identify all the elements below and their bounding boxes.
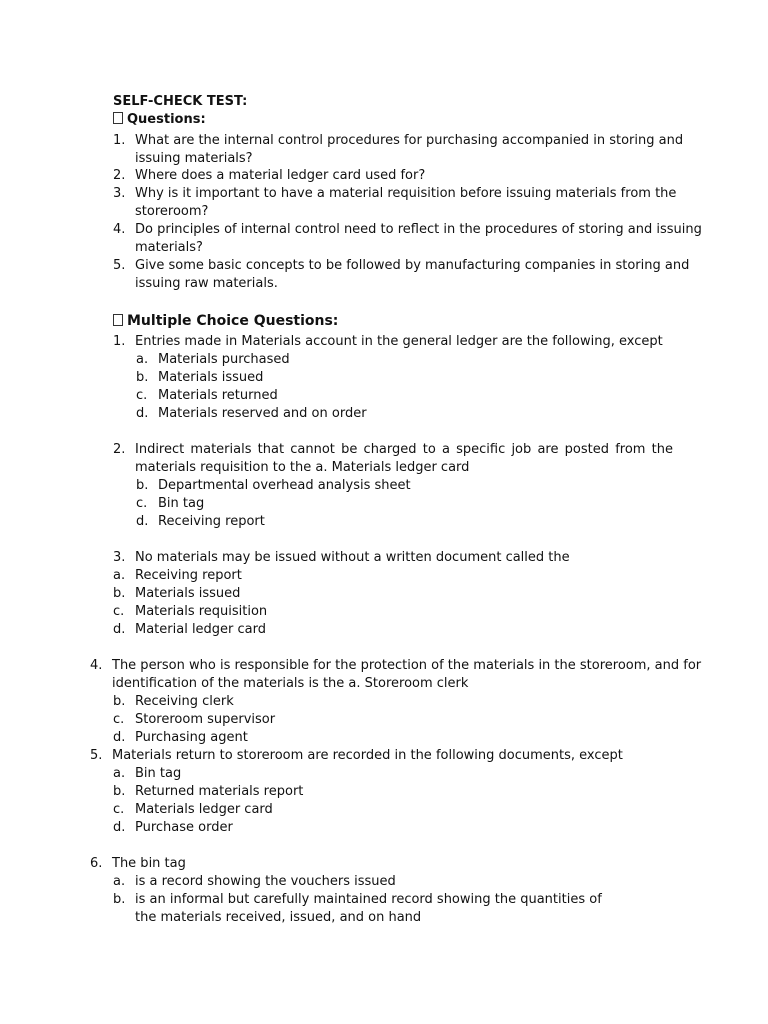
- mc-question-2: 2. Indirect materials that cannot be charged to a specific job are posted from the materials requisition to the a. Materials ledger card: [113, 442, 673, 475]
- question-item-1: 1. What are the internal control procedures for purchasing accompanied in storing and issuing materials?: [113, 133, 684, 166]
- question-item-3: 3. Why is it important to have a material requisition before issuing materials from the storeroom?: [113, 186, 677, 219]
- mc-question-3: 3. No materials may be issued without a written document called the: [113, 550, 570, 565]
- mc-question-6: 6. The bin tag: [90, 856, 186, 871]
- question-item-5: 5. Give some basic concepts to be followed by manufacturing companies in storing and issuing raw materials.: [113, 258, 690, 291]
- mc-heading: Multiple Choice Questions:: [113, 313, 338, 329]
- questions-heading: Questions:: [113, 112, 206, 127]
- mc-question-4: 4. The person who is responsible for the protection of the materials in the storeroom, and for identification of the materials is the a. Storeroom clerk: [90, 658, 702, 691]
- mc-question-5: 5. Materials return to storeroom are recorded in the following documents, except: [90, 748, 623, 763]
- mc-question-1: 1. Entries made in Materials account in the general ledger are the following, except: [113, 334, 663, 349]
- mc-option: b. is an informal but carefully maintained record showing the quantities of the materials received, issued, and on hand: [113, 892, 602, 925]
- checkbox-icon: [113, 112, 123, 124]
- question-item-4: 4. Do principles of internal control need to reflect in the procedures of storing and issuing materials?: [113, 222, 702, 255]
- document-page: SELF-CHECK TEST: Questions: 1. What are the internal control procedures for purchasing accompanied in storing and issuing materials? 2. Where does a material ledger card used for? 3. Why is it important to have a material requisition before issuing materials from the storeroom? 4. Do principles of internal control need to reflect in the procedures of storing and issuing materials? 5. Give some basic concepts to be followed by manufacturing companies in storing and issuing raw materials. Multiple Choice Questions: 1. Entries made in Materials account in the general ledger are the following, except a. Materials purchased b. Materials issued c. Materials returned d. Materials reserved and on order 2. Indirect materials that cannot be charged to a specific job are posted from the materials requisition to the a. Materials ledger card b. Departmental overhead analysis sheet c. Bin tag d. Receiving report 3. No materials may be issued without a written document called the a. Receiving report b. Materials issued c. Materials requisition d. Material ledger card 4. The person who is responsible for the protection of the materials in the storeroom, and for identification of the materials is the a. Storeroom clerk b. Receiving clerk c. Storeroom supervisor d. Purchasing agent 5. Materials return to storeroom are recorded in the following documents, except a. Bin tag b. Returned materials report c. Materials ledger card d. Purchase order 6. The bin tag a. is a record showing the vouchers issued b. is an informal but carefully maintained record showing the quantities of the materials received, issued, and on hand: [90, 94, 702, 925]
- checkbox-icon: [113, 314, 123, 326]
- self-check-title: SELF-CHECK TEST:: [113, 94, 248, 109]
- question-item-2: 2. Where does a material ledger card used for?: [113, 168, 426, 183]
